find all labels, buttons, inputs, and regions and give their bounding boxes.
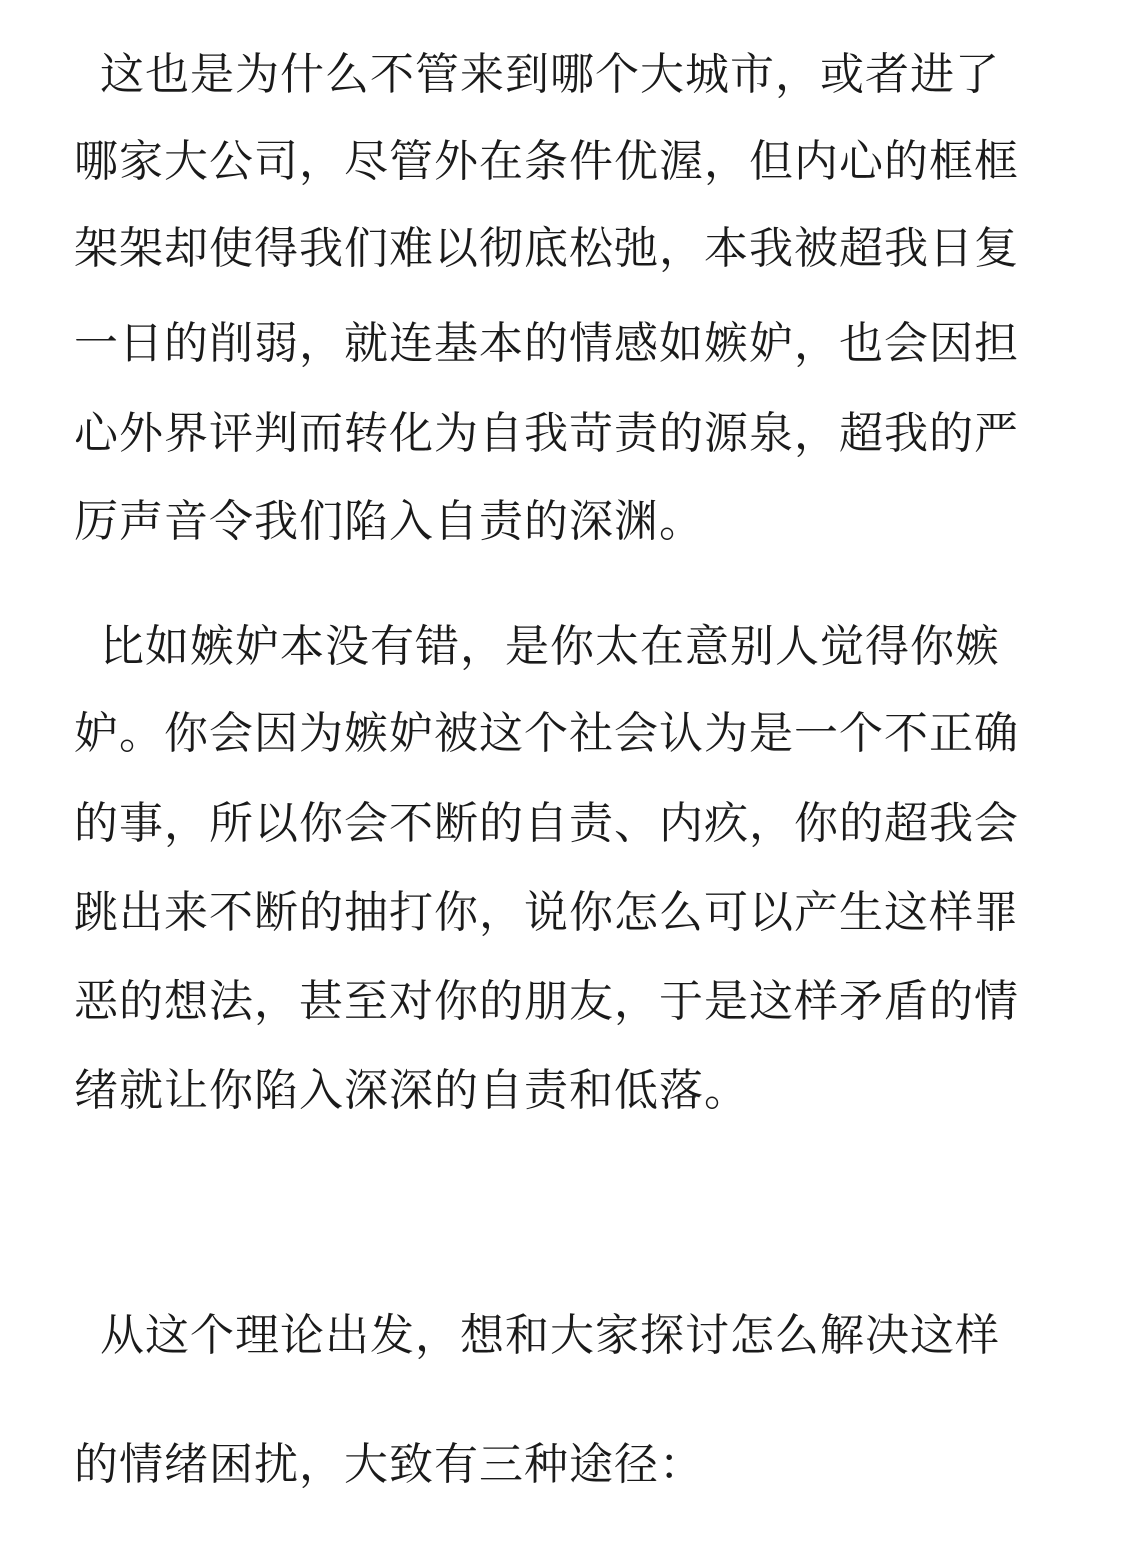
- text-line: 一日的削弱，就连基本的情感如嫉妒，也会因担: [74, 318, 1019, 369]
- text-line: 从这个理论出发，想和大家探讨怎么解决这样: [100, 1310, 1000, 1361]
- text-line: 的情绪困扰，大致有三种途径：: [74, 1439, 704, 1490]
- text-line: 的事，所以你会不断的自责、内疚，你的超我会: [74, 798, 1019, 849]
- text-line: 妒。你会因为嫉妒被这个社会认为是一个不正确: [74, 708, 1019, 759]
- text-line: 架架却使得我们难以彻底松弛，本我被超我日复: [74, 223, 1019, 274]
- text-line: 恶的想法，甚至对你的朋友，于是这样矛盾的情: [74, 976, 1019, 1027]
- text-line: 比如嫉妒本没有错，是你太在意别人觉得你嫉: [100, 621, 1000, 672]
- text-line: 哪家大公司，尽管外在条件优渥，但内心的框框: [74, 136, 1019, 187]
- text-line: 这也是为什么不管来到哪个大城市，或者进了: [100, 49, 1000, 100]
- text-line: 绪就让你陷入深深的自责和低落。: [74, 1065, 749, 1116]
- text-line: 厉声音令我们陷入自责的深渊。: [74, 496, 704, 547]
- text-line: 心外界评判而转化为自我苛责的源泉，超我的严: [74, 408, 1019, 459]
- text-line: 跳出来不断的抽打你，说你怎么可以产生这样罪: [74, 887, 1019, 938]
